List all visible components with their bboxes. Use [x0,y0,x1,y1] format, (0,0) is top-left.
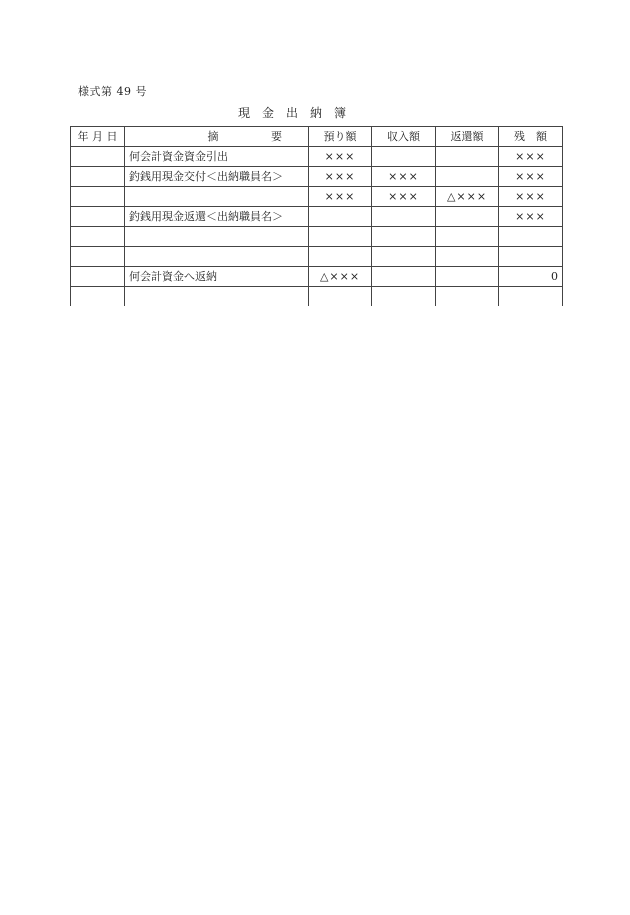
cell-deposit [309,227,372,247]
cell-returned [436,207,499,227]
cell-deposit [309,207,372,227]
cell-date [71,247,125,267]
table-row [71,147,563,167]
cell-income: ××× [372,187,436,207]
cell-returned: △××× [436,187,499,207]
form-number: 様式第 49 号 [78,85,147,98]
cell-deposit: ××× [309,187,372,207]
cell-balance: 0 [499,267,563,287]
cell-income [372,227,436,247]
cell-balance: ××× [499,207,563,227]
table-row [71,227,563,247]
cell-balance: ××× [499,187,563,207]
cell-income [372,147,436,167]
cell-deposit [309,287,372,307]
cell-income [372,207,436,227]
cell-description: 釣銭用現金返還＜出納職員名＞ [125,207,309,227]
cell-date [71,267,125,287]
cell-description [125,287,309,307]
cell-balance [499,227,563,247]
cell-date [71,147,125,167]
cell-date [71,227,125,247]
header-income: 収入額 [372,127,436,147]
cell-deposit: ××× [309,147,372,167]
cell-deposit [309,247,372,267]
cell-returned [436,287,499,307]
cell-balance [499,287,563,307]
document-title: 現 金 出 納 簿 [238,106,347,120]
header-balance: 残 額 [499,127,563,147]
cell-balance [499,247,563,267]
cell-deposit: △××× [309,267,372,287]
table-row [71,207,563,227]
cell-description [125,247,309,267]
cell-description: 何会計資金へ返納 [125,267,309,287]
cell-date [71,167,125,187]
table-row [71,287,563,307]
header-returned: 返還額 [436,127,499,147]
cell-income [372,287,436,307]
cell-date [71,207,125,227]
cell-returned [436,267,499,287]
cell-income [372,247,436,267]
cell-date [71,287,125,307]
cell-description: 釣銭用現金交付＜出納職員名＞ [125,167,309,187]
cell-balance: ××× [499,147,563,167]
cell-returned [436,167,499,187]
cell-returned [436,247,499,267]
table-row [71,247,563,267]
header-description-b: 要 [271,130,282,143]
header-deposit: 預り額 [309,127,372,147]
header-date: 年 月 日 [71,127,125,147]
header-row [71,127,563,147]
table-row [71,187,563,207]
table-row [71,167,563,187]
cell-returned [436,147,499,167]
header-description [125,127,309,147]
cell-deposit: ××× [309,167,372,187]
cell-income: ××× [372,167,436,187]
cell-balance: ××× [499,167,563,187]
cell-returned [436,227,499,247]
cell-date [71,187,125,207]
cell-description [125,187,309,207]
cell-income [372,267,436,287]
cell-description: 何会計資金資金引出 [125,147,309,167]
cash-ledger-table [70,126,563,306]
table-row [71,267,563,287]
header-description-a: 摘 [207,130,219,143]
cell-description [125,227,309,247]
